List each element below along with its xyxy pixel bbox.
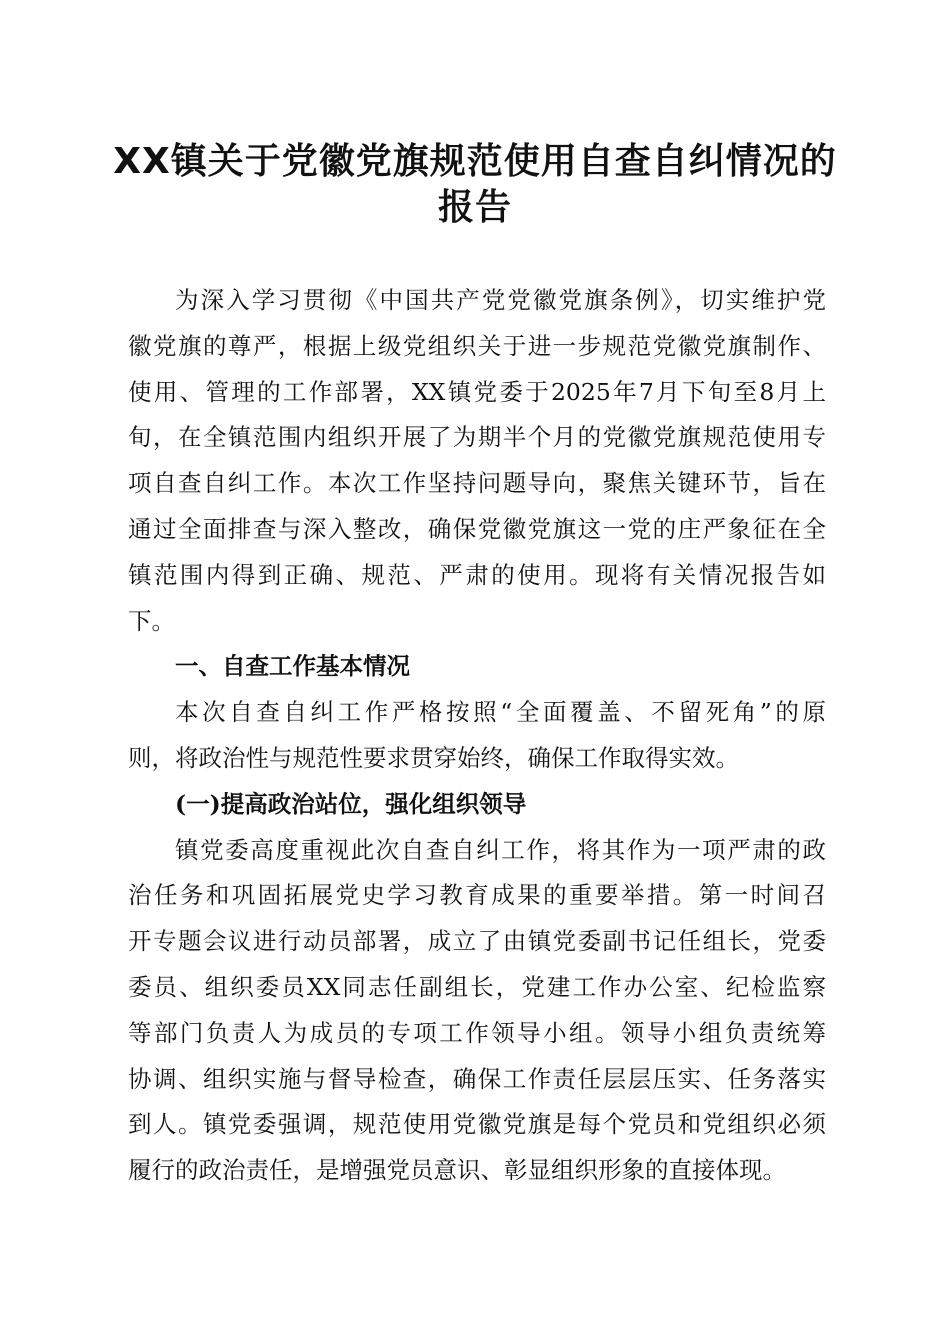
document-title-line-2: 报告: [437, 187, 512, 228]
document-body: [128, 278, 826, 1194]
paragraph-1-line: 使用、管理的工作部署，XX镇党委于2025年7月下旬至8月上: [128, 377, 826, 406]
paragraph-2-line: 则，将政治性与规范性要求贯穿始终，确保工作取得实效。: [128, 743, 739, 772]
document-title-line-1: XX镇关于党徽党旗规范使用自查自纠情况的: [113, 141, 837, 182]
paragraph-2-line: 本次自查自纠工作严格按照“全面覆盖、不留死角”的原: [175, 698, 826, 727]
paragraph-1-line: 为深入学习贯彻《中国共产党党徽党旗条例》，切实维护党: [175, 286, 826, 314]
paragraph-3-line: 协调、组织实施与督导检查，确保工作责任层层压实、任务落实: [128, 1064, 826, 1093]
paragraph-3-line: 镇党委高度重视此次自查自纠工作，将其作为一项严肃的政: [175, 835, 826, 864]
paragraph-1-line: 下。: [128, 606, 175, 635]
paragraph-1-line: 旬，在全镇范围内组织开展了为期半个月的党徽党旗规范使用专: [128, 423, 826, 452]
paragraph-1-line: 徽党旗的尊严，根据上级党组织关于进一步规范党徽党旗制作、: [128, 331, 826, 360]
paragraph-3-line: 等部门负责人为成员的专项工作领导小组。领导小组负责统筹: [128, 1018, 826, 1047]
paragraph-3-line: 履行的政治责任，是增强党员意识、彰显组织形象的直接体现。: [128, 1156, 786, 1185]
paragraph-1-line: 通过全面排查与深入整改，确保党徽党旗这一党的庄严象征在全: [128, 514, 826, 543]
subsection-1-heading: (一)提高政治站位，强化组织领导: [175, 789, 527, 818]
paragraph-3-line: 开专题会议进行动员部署，成立了由镇党委副书记任组长，党委: [128, 927, 826, 956]
paragraph-3-line: 治任务和巩固拓展党史学习教育成果的重要举措。第一时间召: [128, 881, 826, 910]
paragraph-3-line: 委员、组织委员XX同志任副组长，党建工作办公室、纪检监察: [128, 972, 826, 1001]
paragraph-3-line: 到人。镇党委强调，规范使用党徽党旗是每个党员和党组织必须: [128, 1110, 826, 1139]
paragraph-1-line: 镇范围内得到正确、规范、严肃的使用。现将有关情况报告如: [128, 560, 826, 589]
section-1-heading: 一、自查工作基本情况: [175, 652, 410, 681]
paragraph-1-line: 项自查自纠工作。本次工作坚持问题导向，聚焦关键环节，旨在: [128, 469, 826, 498]
